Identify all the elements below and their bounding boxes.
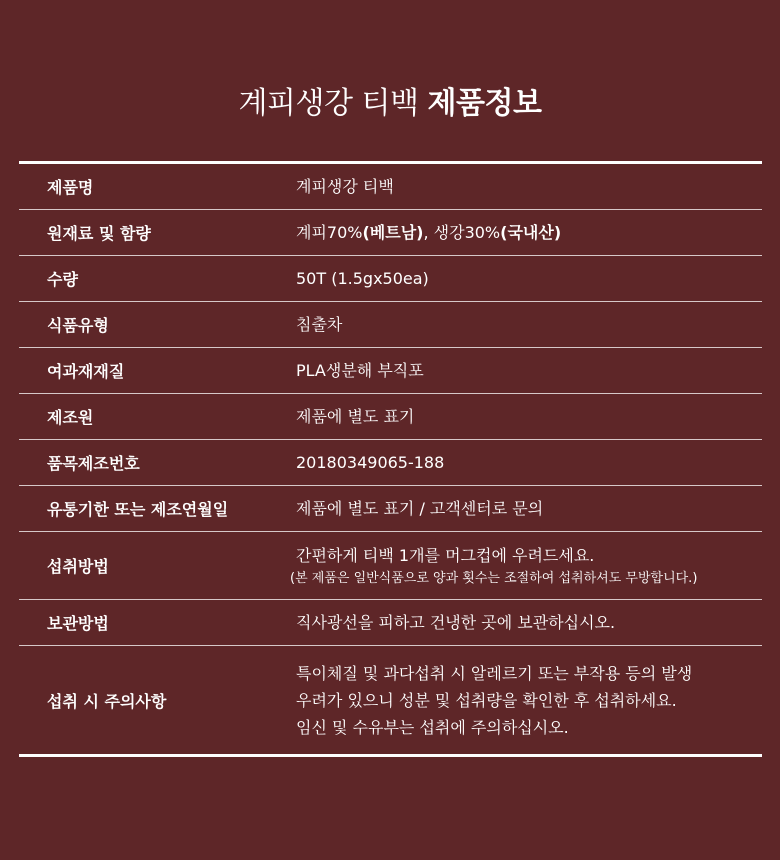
row-label: 섭취 시 주의사항 — [47, 691, 167, 711]
table-row — [19, 256, 762, 302]
product-info-table — [19, 161, 762, 757]
title-light: 계피생강 티백 — [238, 86, 419, 121]
row-label: 수량 — [47, 270, 78, 289]
row-label: 제품명 — [47, 178, 94, 197]
row-value — [296, 219, 762, 246]
title-bold: 제품정보 — [427, 86, 542, 121]
row-label: 섭취방법 — [47, 557, 109, 576]
row-value: 50T (1.5gx50ea) — [296, 269, 429, 288]
table-row — [19, 440, 762, 486]
row-value — [290, 542, 762, 589]
table-row — [19, 348, 762, 394]
table-row — [19, 164, 762, 210]
intake-method-text: 간편하게 티백 1개를 머그컵에 우려드세요. — [296, 546, 595, 565]
table-row — [19, 600, 762, 646]
table-row — [19, 302, 762, 348]
row-value: PLA생분해 부직포 — [296, 361, 424, 380]
row-value — [296, 660, 762, 741]
row-value: 제품에 별도 표기 / 고객센터로 문의 — [296, 499, 544, 518]
row-label: 제조원 — [47, 408, 94, 427]
row-label: 여과재재질 — [47, 362, 125, 381]
row-label: 품목제조번호 — [47, 454, 140, 473]
table-row — [19, 394, 762, 440]
ingredient-ginger: , 생강30% — [423, 223, 501, 242]
table-row — [19, 486, 762, 532]
caution-line: 임신 및 수유부는 섭취에 주의하십시오. — [296, 717, 569, 737]
row-value: 계피생강 티백 — [296, 177, 394, 196]
ingredient-cinnamon: 계피70% — [296, 223, 363, 242]
table-row — [19, 210, 762, 256]
origin-domestic: (국내산) — [500, 223, 562, 242]
intake-method-note: (본 제품은 일반식품으로 양과 횟수는 조절하여 섭취하셔도 무방합니다.) — [290, 571, 698, 586]
caution-line: 특이체질 및 과다섭취 시 알레르기 또는 부작용 등의 발생 — [296, 663, 693, 683]
table-row — [19, 646, 762, 754]
table-row — [19, 532, 762, 600]
row-value: 직사광선을 피하고 건냉한 곳에 보관하십시오. — [296, 613, 616, 632]
row-label: 원재료 및 함량 — [47, 224, 151, 243]
row-value: 20180349065-188 — [296, 453, 445, 472]
row-label: 유통기한 또는 제조연월일 — [47, 500, 229, 519]
row-label: 보관방법 — [47, 614, 109, 633]
origin-vietnam: (베트남) — [362, 223, 424, 242]
row-label: 식품유형 — [47, 316, 109, 335]
row-value: 제품에 별도 표기 — [296, 407, 415, 426]
caution-line: 우려가 있으니 성분 및 섭취량을 확인한 후 섭취하세요. — [296, 690, 677, 710]
row-value: 침출차 — [296, 315, 343, 334]
page-title — [0, 82, 780, 126]
